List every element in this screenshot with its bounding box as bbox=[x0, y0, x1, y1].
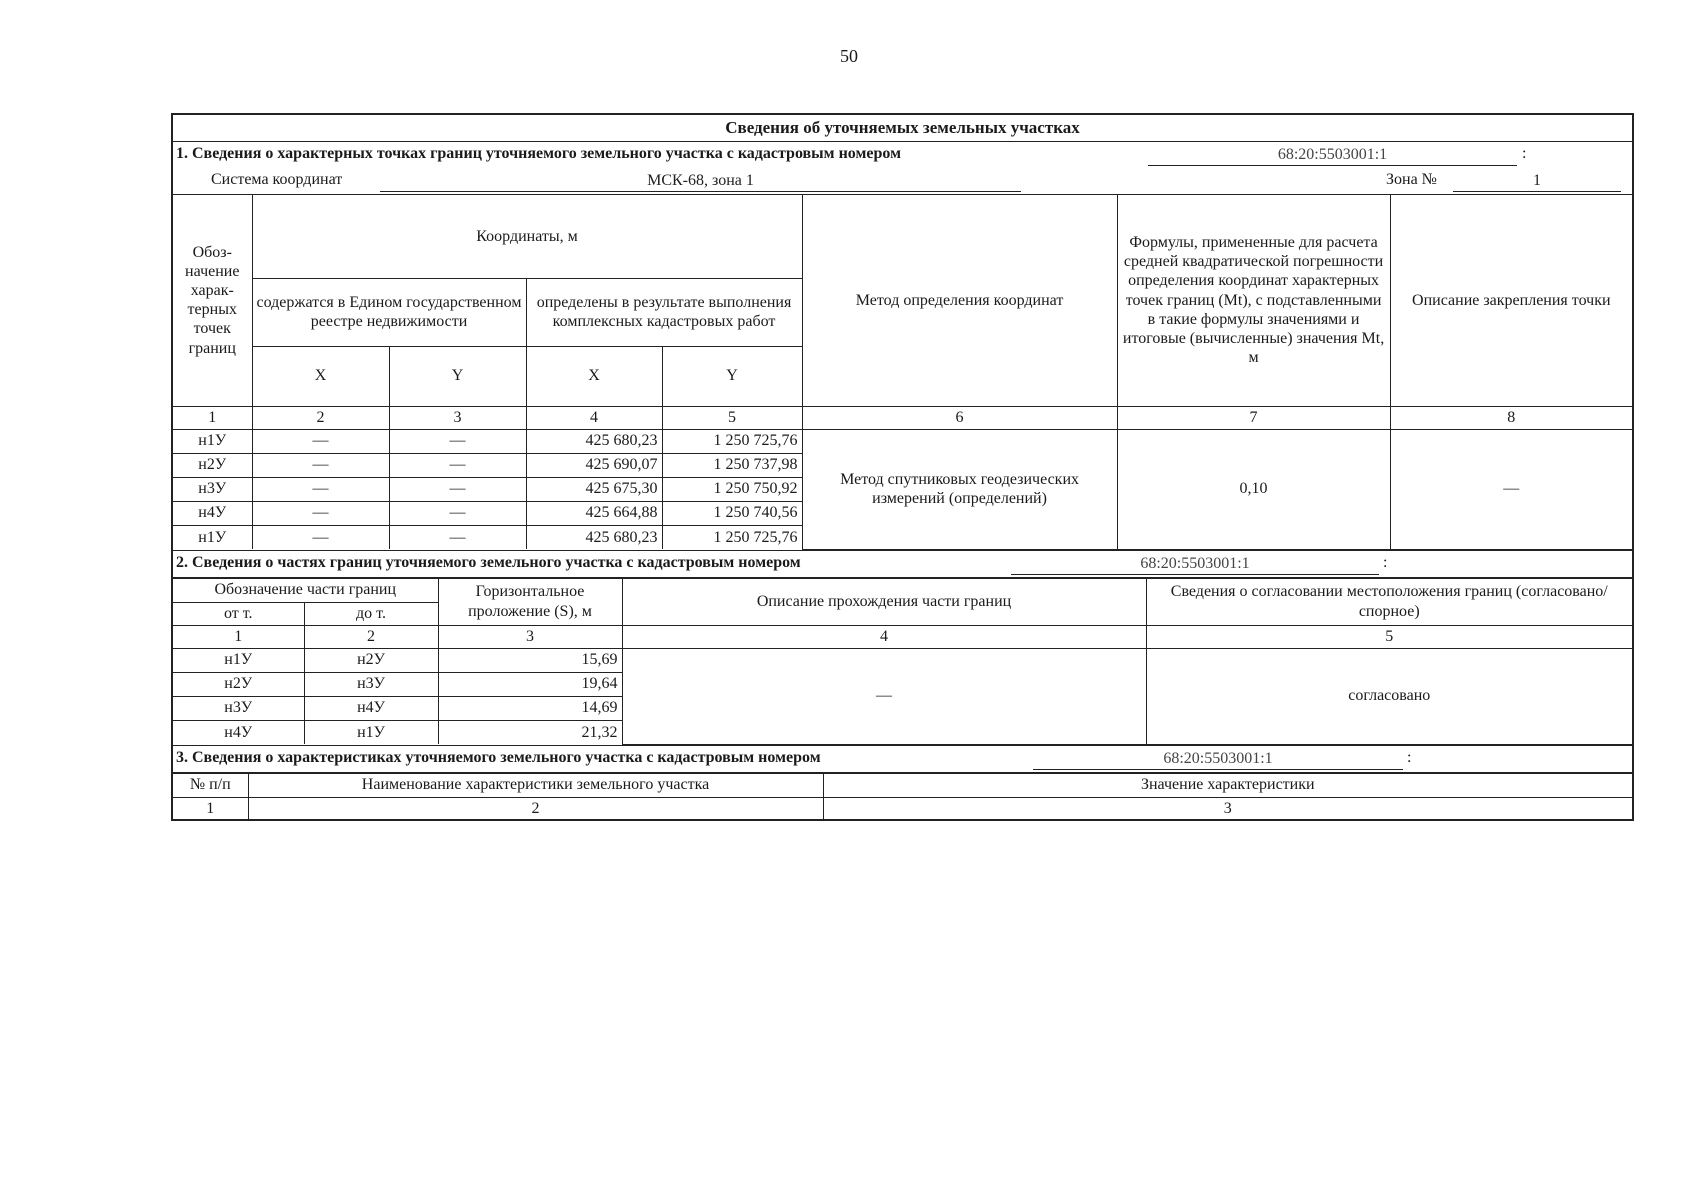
boundary-parts-table bbox=[173, 578, 1632, 745]
registry-y: — bbox=[389, 525, 526, 549]
section-2-suffix: : bbox=[1383, 553, 1388, 571]
registry-x: — bbox=[252, 453, 389, 477]
registry-x: — bbox=[252, 477, 389, 501]
determined-x-header: X bbox=[526, 346, 662, 406]
num-header: № п/п bbox=[173, 773, 248, 797]
table-row bbox=[173, 648, 1632, 672]
from-point: н3У bbox=[173, 696, 304, 720]
characteristic-value-header: Значение характеристики bbox=[823, 773, 1632, 797]
section-3-suffix: : bbox=[1407, 748, 1412, 766]
zone-label: Зона № bbox=[1386, 171, 1437, 188]
characteristic-name-header: Наименование характеристики земельного участка bbox=[248, 773, 823, 797]
point-name: н4У bbox=[173, 501, 252, 525]
section-1-heading: 1. Сведения о характерных точках границ уточняемого земельного участка с кадастровым номером bbox=[176, 145, 901, 162]
section-2-cadastral-number: 68:20:5503001:1 bbox=[1011, 553, 1379, 575]
col-number: 3 bbox=[823, 797, 1632, 819]
characteristics-table bbox=[173, 773, 1632, 820]
section-2 bbox=[173, 551, 1632, 746]
coord-y: 1 250 750,92 bbox=[662, 477, 802, 501]
to-point: н2У bbox=[304, 648, 438, 672]
mt-value: 0,10 bbox=[1117, 429, 1390, 549]
col-number: 4 bbox=[622, 625, 1146, 648]
col-number: 1 bbox=[173, 406, 252, 429]
registry-y-header: Y bbox=[389, 346, 526, 406]
point-name: н2У bbox=[173, 453, 252, 477]
method-value: Метод спутниковых геодезических измерений (определений) bbox=[802, 429, 1117, 549]
col-number: 5 bbox=[662, 406, 802, 429]
registry-y: — bbox=[389, 453, 526, 477]
section-3 bbox=[173, 746, 1632, 820]
registry-header: содержатся в Едином государственном реестре недвижимости bbox=[252, 278, 526, 346]
coord-x: 425 680,23 bbox=[526, 525, 662, 549]
section-3-cadastral-number: 68:20:5503001:1 bbox=[1033, 748, 1403, 770]
table-row bbox=[173, 429, 1632, 453]
coord-x: 425 675,30 bbox=[526, 477, 662, 501]
agreement-value: согласовано bbox=[1146, 648, 1632, 744]
points-table bbox=[173, 195, 1632, 550]
coord-system-label: Система координат bbox=[211, 171, 343, 188]
to-point: н1У bbox=[304, 720, 438, 744]
to-point: н4У bbox=[304, 696, 438, 720]
col-number: 7 bbox=[1117, 406, 1390, 429]
section-3-heading: 3. Сведения о характеристиках уточняемого земельного участка с кадастровым номером bbox=[176, 748, 821, 766]
col-number: 2 bbox=[248, 797, 823, 819]
from-point: н4У bbox=[173, 720, 304, 744]
description-header: Описание закрепления точки bbox=[1390, 195, 1632, 406]
col-number: 4 bbox=[526, 406, 662, 429]
horizontal-distance: 15,69 bbox=[438, 648, 622, 672]
point-description-value: — bbox=[1390, 429, 1632, 549]
coord-y: 1 250 725,76 bbox=[662, 429, 802, 453]
coord-x: 425 680,23 bbox=[526, 429, 662, 453]
part-description-value: — bbox=[622, 648, 1146, 744]
col-number: 3 bbox=[438, 625, 622, 648]
document-title: Сведения об уточняемых земельных участках bbox=[173, 115, 1632, 142]
part-designation-header: Обозначение части границ bbox=[173, 578, 438, 602]
coord-system-value: МСК-68, зона 1 bbox=[380, 170, 1021, 192]
determined-header: определены в результате выполнения комплексных кадастровых работ bbox=[526, 278, 802, 346]
registry-x: — bbox=[252, 501, 389, 525]
point-name: н1У bbox=[173, 429, 252, 453]
horizontal-distance: 19,64 bbox=[438, 672, 622, 696]
section-1-cadastral-number: 68:20:5503001:1 bbox=[1148, 144, 1517, 166]
registry-x: — bbox=[252, 525, 389, 549]
formulas-header: Формулы, примененные для расчета средней квадратической погрешности определения координат характерных точек границ (Mt), с подставленными в такие формулы значениями и итоговые (вычисленные) значения Mt, м bbox=[1117, 195, 1390, 406]
registry-y: — bbox=[389, 501, 526, 525]
coord-x: 425 664,88 bbox=[526, 501, 662, 525]
registry-y: — bbox=[389, 429, 526, 453]
section-1-suffix: : bbox=[1522, 145, 1527, 162]
section-1 bbox=[173, 142, 1632, 551]
coord-y: 1 250 737,98 bbox=[662, 453, 802, 477]
coord-y: 1 250 740,56 bbox=[662, 501, 802, 525]
section-2-heading: 2. Сведения о частях границ уточняемого земельного участка с кадастровым номером bbox=[176, 553, 801, 571]
col-number: 6 bbox=[802, 406, 1117, 429]
page-number: 50 bbox=[840, 46, 858, 66]
land-plots-document bbox=[171, 113, 1634, 821]
zone-value: 1 bbox=[1453, 170, 1621, 192]
to-point: н3У bbox=[304, 672, 438, 696]
from-header: от т. bbox=[173, 602, 304, 625]
coord-x: 425 690,07 bbox=[526, 453, 662, 477]
part-description-header: Описание прохождения части границ bbox=[622, 578, 1146, 625]
col-number: 2 bbox=[304, 625, 438, 648]
point-name: н3У bbox=[173, 477, 252, 501]
registry-x: — bbox=[252, 429, 389, 453]
col-number: 2 bbox=[252, 406, 389, 429]
coordinates-header: Координаты, м bbox=[252, 195, 802, 278]
determined-y-header: Y bbox=[662, 346, 802, 406]
col-number: 5 bbox=[1146, 625, 1632, 648]
coord-y: 1 250 725,76 bbox=[662, 525, 802, 549]
registry-y: — bbox=[389, 477, 526, 501]
registry-x-header: X bbox=[252, 346, 389, 406]
from-point: н1У bbox=[173, 648, 304, 672]
horizontal-distance: 14,69 bbox=[438, 696, 622, 720]
agreement-header: Сведения о согласовании местоположения границ (согласовано/спорное) bbox=[1146, 578, 1632, 625]
designation-header: Обоз- начение харак- терных точек границ bbox=[173, 195, 252, 406]
col-number: 3 bbox=[389, 406, 526, 429]
method-header: Метод определения координат bbox=[802, 195, 1117, 406]
horizontal-header: Горизонтальное проложение (S), м bbox=[438, 578, 622, 625]
to-header: до т. bbox=[304, 602, 438, 625]
point-name: н1У bbox=[173, 525, 252, 549]
col-number: 8 bbox=[1390, 406, 1632, 429]
col-number: 1 bbox=[173, 797, 248, 819]
col-number: 1 bbox=[173, 625, 304, 648]
horizontal-distance: 21,32 bbox=[438, 720, 622, 744]
from-point: н2У bbox=[173, 672, 304, 696]
